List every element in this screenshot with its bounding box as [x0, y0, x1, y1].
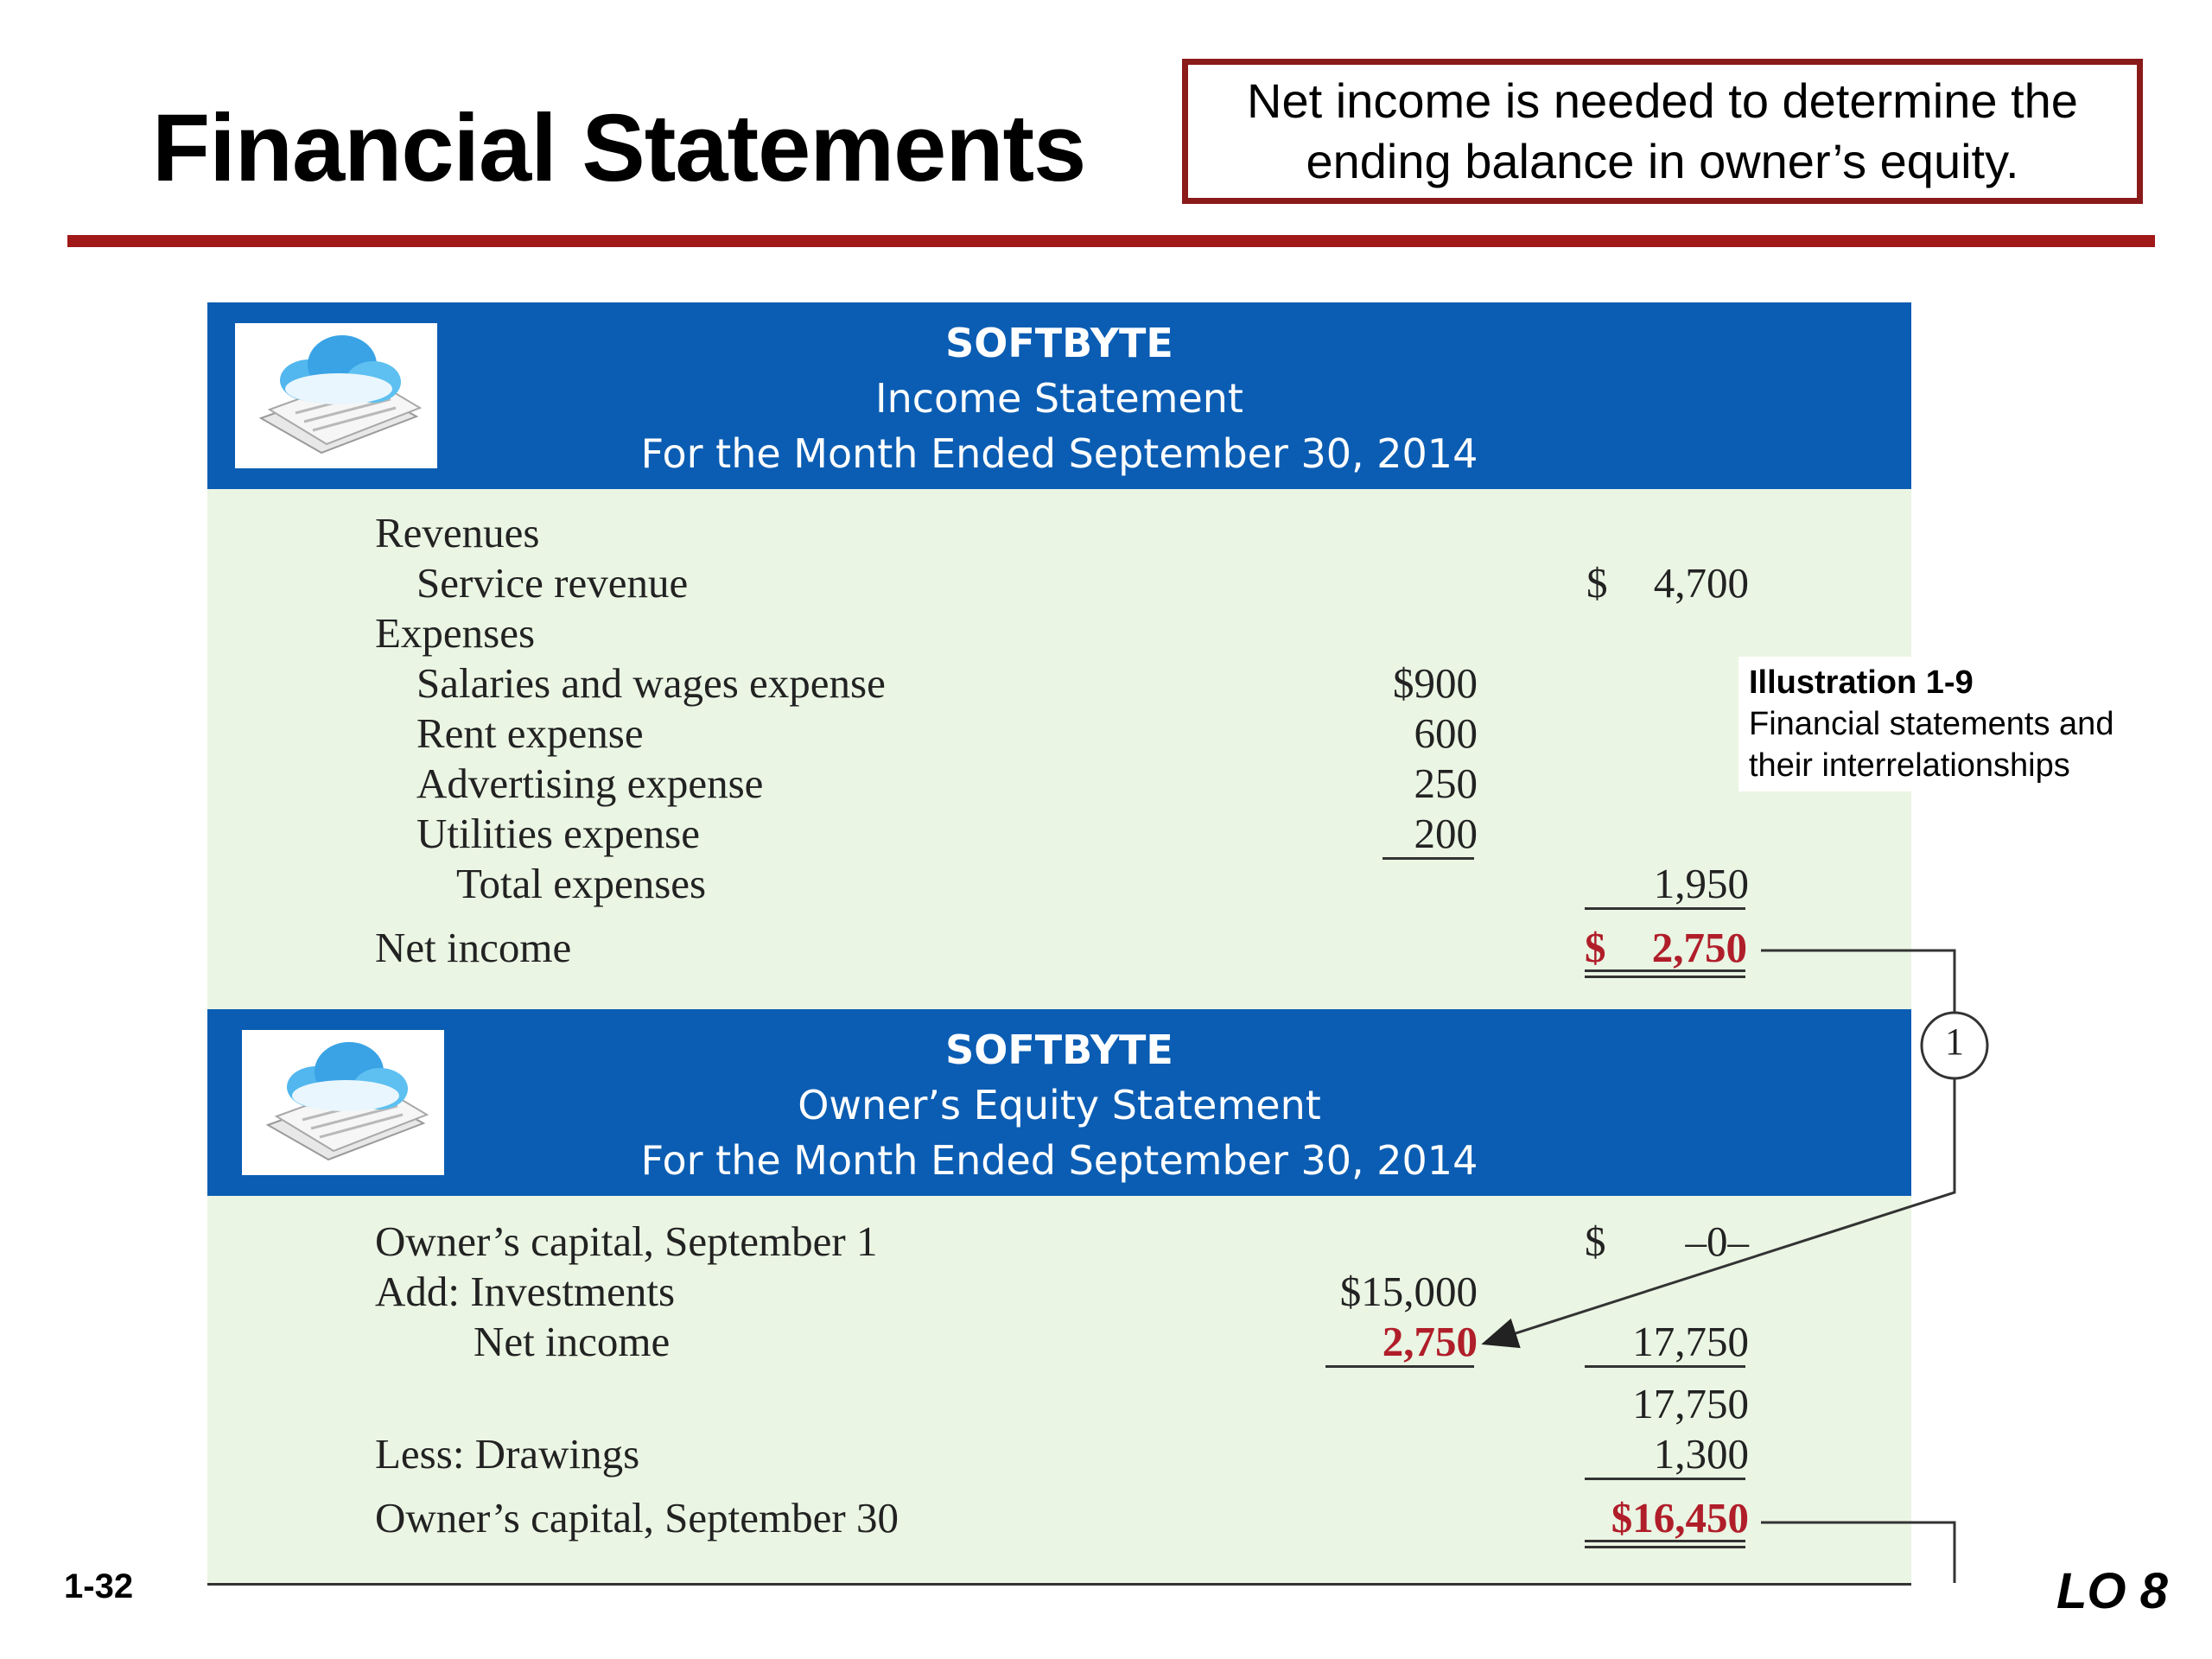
slide-number: 1-32 [64, 1567, 134, 1605]
total-expenses-label: Total expenses [456, 860, 707, 907]
income-statement-period: For the Month Ended September 30, 2014 [640, 430, 1478, 477]
callout-line-1: Net income is needed to determine the [1247, 73, 2078, 128]
net-income-value: 2,750 [1651, 924, 1747, 971]
drawings-value: 1,300 [1653, 1430, 1749, 1478]
subtotal-value: 17,750 [1632, 1318, 1749, 1365]
equity-statement-title: Owner’s Equity Statement [798, 1082, 1321, 1128]
capital-end-value: $16,450 [1611, 1494, 1749, 1541]
revenues-label: Revenues [375, 509, 540, 556]
service-revenue-label: Service revenue [416, 559, 689, 607]
capital-start-value: –0– [1685, 1217, 1749, 1265]
expense-value: $900 [1393, 659, 1478, 707]
net-income-flow-arrow [1486, 950, 1955, 1343]
equity-net-income-value: 2,750 [1382, 1318, 1478, 1365]
expense-value: 200 [1414, 810, 1478, 857]
expense-value: 250 [1414, 760, 1478, 807]
income-statement-title: Income Statement [875, 375, 1243, 422]
net-income-label: Net income [375, 924, 572, 971]
running-total-value: 17,750 [1632, 1380, 1749, 1427]
expense-label: Rent expense [416, 709, 644, 757]
income-company-name: SOFTBYTE [945, 320, 1173, 366]
total-expenses-value: 1,950 [1653, 860, 1749, 907]
capital-flow-line [1761, 1522, 1955, 1583]
flow-marker-label: 1 [1945, 1020, 1964, 1063]
capital-end-label: Owner’s capital, September 30 [375, 1494, 899, 1541]
expense-label: Utilities expense [416, 810, 700, 857]
service-revenue-dollar: $ [1586, 559, 1608, 607]
expense-label: Salaries and wages expense [416, 659, 886, 707]
callout-line-2: ending balance in owner’s equity. [1306, 134, 2019, 188]
slide-title: Financial Statements [152, 95, 1086, 201]
learning-objective-label: LO 8 [2056, 1563, 2168, 1619]
expenses-label: Expenses [375, 609, 536, 657]
expense-label: Advertising expense [416, 760, 764, 807]
equity-net-income-label: Net income [474, 1318, 671, 1365]
investments-value: $15,000 [1339, 1268, 1478, 1315]
expense-value: 600 [1414, 709, 1478, 757]
illustration-title: Illustration 1-9 [1749, 664, 1974, 701]
illustration-caption [1738, 657, 2171, 791]
investments-label: Add: Investments [375, 1268, 676, 1315]
illustration-line-2: their interrelationships [1749, 747, 2070, 784]
equity-statement-period: For the Month Ended September 30, 2014 [640, 1137, 1478, 1184]
drawings-label: Less: Drawings [375, 1430, 640, 1478]
illustration-line-1: Financial statements and [1749, 706, 2114, 742]
capital-start-label: Owner’s capital, September 1 [375, 1217, 878, 1265]
capital-start-dollar: $ [1585, 1217, 1606, 1265]
service-revenue-value: 4,700 [1653, 559, 1749, 607]
net-income-dollar: $ [1585, 924, 1606, 971]
equity-company-name: SOFTBYTE [945, 1027, 1173, 1073]
